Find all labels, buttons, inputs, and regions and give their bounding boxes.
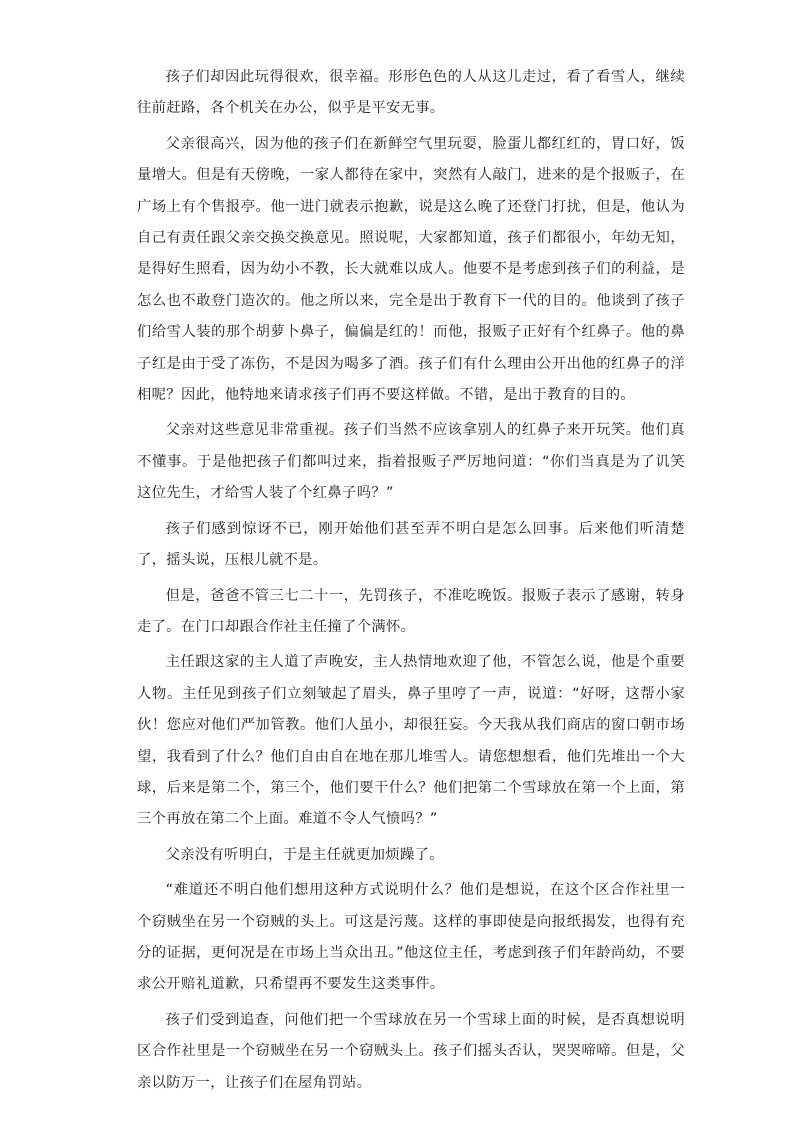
paragraph-2: 父亲很高兴，因为他的孩子们在新鲜空气里玩耍，脸蛋儿都红红的，胃口好，饭量增大。但是有天傍晚，一家人都待在家中，突然有人敲门，进来的是个报贩子，在广场上有个售报亭。他一进门就表示抱歉，说是这么晚了还登门打扰，但是，他认为自己有责任跟父亲交换交换意见。照说呢，大家都知道，孩子们都很小，年幼无知，是得好生照看，因为幼小不教，长大就难以成人。他要不是考虑到孩子们的利益，是怎么也不敢登门造次的。他之所以来，完全是出于教育下一代的目的。他谈到了孩子们给雪人装的那个胡萝卜鼻子，偏偏是红的！而他，报贩子正好有个红鼻子。他的鼻子红是由于受了冻伤，不是因为喝多了酒。孩子们有什么理由公开出他的红鼻子的洋相呢？因此，他特地来请求孩子们再不要这样做。不错，是出于教育的目的。: [137, 135, 685, 404]
paragraph-6: 主任跟这家的主人道了声晚安，主人热情地欢迎了他，不管怎么说，他是个重要人物。主任见到孩子们立刻皱起了眉头，鼻子里哼了一声，说道：“好呀，这帮小家伙！您应对他们严加管教。他们人虽小，却很狂妄。今天我从我们商店的窗口朝市场望，我看到了什么？他们自由自在地在那儿堆雪人。请您想想看，他们先堆出一个大球，后来是第二个，第三个，他们要干什么？他们把第二个雪球放在第一个上面，第三个再放在第二个上面。难道不令人气愤吗？”: [137, 654, 685, 828]
paragraph-4: 孩子们感到惊讶不已，刚开始他们甚至弄不明白是怎么回事。后来他们听清楚了，摇头说，压根儿就不是。: [137, 520, 685, 569]
paragraph-1: 孩子们却因此玩得很欢，很幸福。形形色色的人从这儿走过，看了看雪人，继续往前赶路，各个机关在办公，似乎是平安无事。: [137, 69, 685, 117]
paragraph-3: 父亲对这些意见非常重视。孩子们当然不应该拿别人的红鼻子来开玩笑。他们真不懂事。于是他把孩子们都叫过来，指着报贩子严厉地问道：“你们当真是为了讥笑这位先生，才给雪人装了个红鼻子吗？”: [137, 422, 685, 502]
paragraph-9: 孩子们受到追查，问他们把一个雪球放在另一个雪球上面的时候，是否真想说明区合作社里是一个窃贼坐在另一个窃贼头上。孩子们摇头否认，哭哭啼啼。但是，父亲以防万一，让孩子们在屋角罚站。: [137, 1011, 685, 1091]
paragraph-7: 父亲没有听明白，于是主任就更加烦躁了。: [165, 846, 444, 863]
paragraph-5: 但是，爸爸不管三七二十一，先罚孩子，不准吃晚饭。报贩子表示了感谢，转身走了。在门口却跟合作社主任撞了个满怀。: [137, 587, 685, 635]
document-body: [137, 62, 685, 1103]
paragraph-8: “难道还不明白他们想用这种方式说明什么？他们是想说，在这个区合作社里一个窃贼坐在另一个窃贼的头上。可这是污蔑。这样的事即使是向报纸揭发，也得有充分的证据，更何况是在市场上当众出丑。”他这位主任，考虑到孩子们年龄尚幼，不要求公开赔礼道歉，只希望再不要发生这类事件。: [137, 882, 685, 993]
